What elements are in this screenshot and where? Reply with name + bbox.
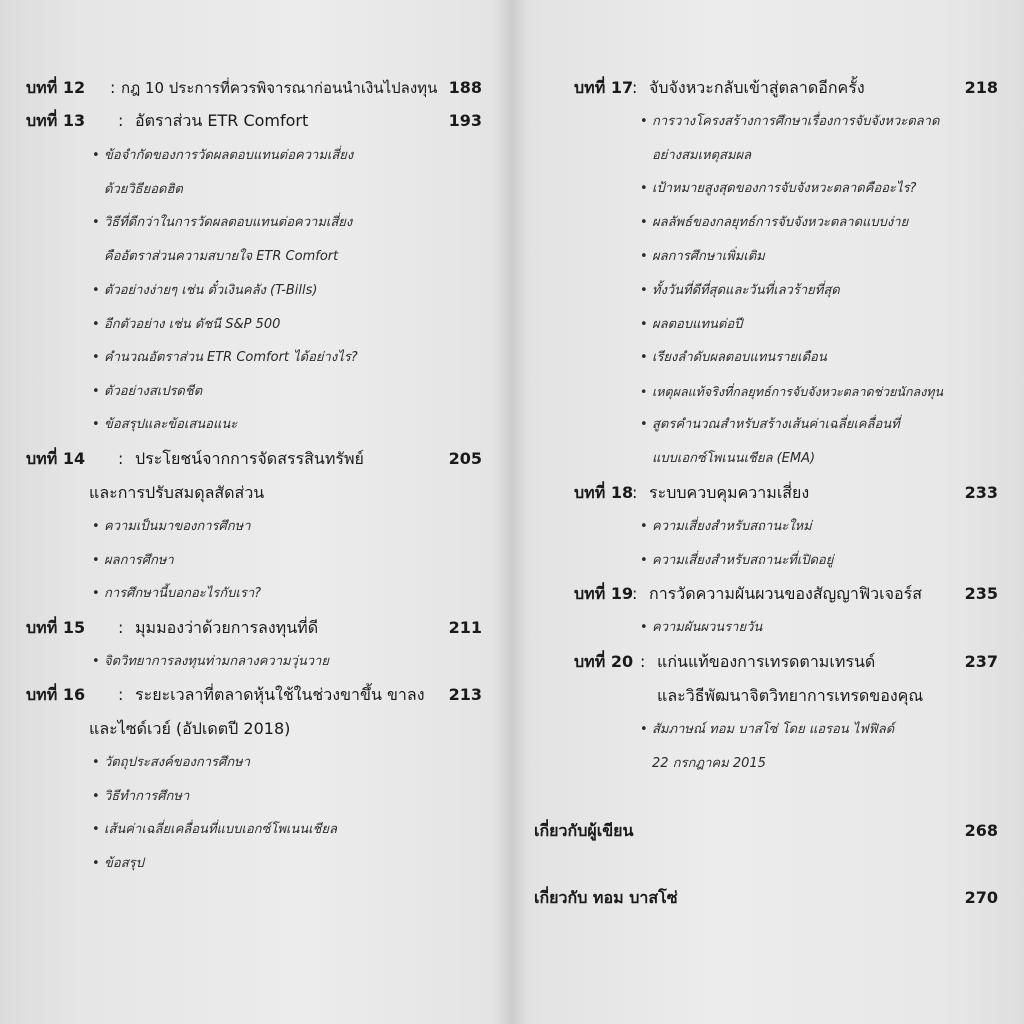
section-item[interactable] — [640, 177, 916, 201]
bullet: • — [640, 519, 648, 534]
toc-entry-about-author[interactable]: เกี่ยวกับผู้เขียน — [534, 821, 634, 840]
section-text: เรียงลำดับผลตอบแทนรายเดือน — [652, 350, 827, 365]
page-number: 270 — [964, 888, 998, 907]
page-number: 193 — [448, 111, 482, 130]
bullet: • — [640, 553, 648, 568]
section-text: เป้าหมายสูงสุดของการจับจังหวะตลาดคืออะไร? — [652, 181, 917, 196]
bullet: • — [640, 722, 648, 737]
colon: : — [632, 78, 638, 97]
section-text: เหตุผลแท้จริงที่กลยุทธ์การจับจังหวะตลาดช่วยนักลงทุน — [652, 384, 944, 399]
bullet: • — [640, 384, 648, 399]
section-item[interactable] — [92, 211, 352, 235]
section-item[interactable] — [92, 650, 329, 674]
section-item[interactable] — [92, 313, 280, 337]
bullet: • — [92, 822, 100, 837]
section-item[interactable] — [640, 380, 943, 404]
chapter-title: มุมมองว่าด้วยการลงทุนที่ดี — [135, 618, 319, 637]
bullet: • — [92, 317, 100, 332]
section-item-continued: อย่างสมเหตุสมผล — [652, 148, 752, 163]
section-text: วิธีที่ดีกว่าในการวัดผลตอบแทนต่อความเสี่ยง — [104, 215, 353, 230]
chapter-title-continued: และวิธีพัฒนาจิตวิทยาการเทรดของคุณ — [657, 686, 924, 705]
bullet: • — [640, 114, 648, 129]
section-text: ตัวอย่างง่ายๆ เช่น ตั๋วเงินคลัง (T-Bills) — [104, 283, 318, 298]
section-text: สัมภาษณ์ ทอม บาสโซ่ โดย แอรอน ไฟฟิลด์ — [652, 722, 895, 737]
section-item[interactable] — [640, 549, 833, 573]
section-item[interactable] — [92, 549, 174, 573]
section-text: ผลตอบแทนต่อปี — [652, 317, 743, 332]
page-number: 268 — [964, 821, 998, 840]
section-item[interactable] — [92, 144, 353, 168]
bullet: • — [92, 856, 100, 871]
page-number: 213 — [448, 685, 482, 704]
colon: : — [632, 483, 638, 502]
section-item-continued: แบบเอกซ์โพเนนเชียล (EMA) — [652, 451, 816, 466]
bullet: • — [92, 789, 100, 804]
section-item[interactable] — [92, 785, 189, 809]
toc-entry-chapter-17[interactable] — [574, 73, 998, 103]
section-text: ข้อสรุปและข้อเสนอแนะ — [104, 417, 238, 432]
right-page — [512, 0, 1024, 1024]
chapter-label: บทที่ 18 — [574, 483, 634, 502]
page-number: 235 — [964, 584, 998, 603]
bullet: • — [92, 755, 100, 770]
toc-entry-about-tom-basso[interactable]: เกี่ยวกับ ทอม บาสโซ่ — [534, 888, 678, 907]
section-item[interactable] — [640, 245, 765, 269]
page-number: 237 — [964, 652, 998, 671]
chapter-title: กฎ 10 ประการที่ควรพิจารณาก่อนนำเงินไปลงทุน — [121, 79, 438, 97]
section-text: ผลการศึกษาเพิ่มเติม — [652, 249, 765, 264]
section-item[interactable] — [92, 279, 318, 303]
section-text: ตัวอย่างสเปรดชีต — [104, 384, 203, 399]
section-text: การวางโครงสร้างการศึกษาเรื่องการจับจังหวะตลาด — [652, 114, 940, 129]
section-text: ข้อจำกัดของการวัดผลตอบแทนต่อความเสี่ยง — [104, 148, 354, 163]
section-item[interactable] — [92, 852, 144, 876]
toc-entry-chapter-15[interactable] — [26, 613, 482, 643]
section-text: ความเสี่ยงสำหรับสถานะที่เปิดอยู่ — [652, 553, 834, 568]
section-item[interactable] — [92, 380, 202, 404]
bullet: • — [640, 417, 648, 432]
toc-entry-chapter-13[interactable] — [26, 106, 482, 136]
chapter-title: จับจังหวะกลับเข้าสู่ตลาดอีกครั้ง — [649, 78, 865, 97]
bullet: • — [92, 586, 100, 601]
chapter-label: บทที่ 15 — [26, 618, 86, 637]
bullet: • — [92, 283, 100, 298]
section-text: ความผันผวนรายวัน — [652, 620, 763, 635]
colon: : — [640, 652, 646, 671]
toc-entry-chapter-19[interactable] — [574, 579, 998, 609]
bullet: • — [92, 215, 100, 230]
chapter-label: บทที่ 19 — [574, 584, 634, 603]
bullet: • — [92, 553, 100, 568]
page-number: 233 — [964, 483, 998, 502]
section-item[interactable] — [640, 110, 939, 134]
section-item[interactable] — [92, 751, 250, 775]
section-item[interactable] — [640, 211, 908, 235]
chapter-title: ระยะเวลาที่ตลาดหุ้นใช้ในช่วงขาขึ้น ขาลง — [135, 685, 425, 704]
section-text: วิธีทำการศึกษา — [104, 789, 190, 804]
colon: : — [632, 584, 638, 603]
page-number: 211 — [448, 618, 482, 637]
chapter-title-continued: และการปรับสมดุลสัดส่วน — [89, 483, 265, 502]
bullet: • — [92, 519, 100, 534]
chapter-label: บทที่ 17 — [574, 78, 634, 97]
colon: : — [118, 618, 124, 637]
chapter-label: บทที่ 20 — [574, 652, 634, 671]
chapter-title: แก่นแท้ของการเทรดตามเทรนด์ — [657, 652, 876, 671]
bullet: • — [92, 350, 100, 365]
bullet: • — [640, 215, 648, 230]
chapter-title: ระบบควบคุมความเสี่ยง — [649, 483, 810, 502]
bullet: • — [92, 417, 100, 432]
section-item[interactable] — [92, 818, 337, 842]
section-item[interactable] — [92, 413, 237, 437]
toc-entry-chapter-16[interactable] — [26, 680, 482, 710]
section-item[interactable] — [640, 413, 900, 437]
section-text: วัตถุประสงค์ของการศึกษา — [104, 755, 250, 770]
chapter-title-continued: และไซด์เวย์ (อัปเดตปี 2018) — [89, 719, 291, 738]
section-item-continued: ด้วยวิธียอดฮิต — [104, 182, 183, 197]
page-number: 205 — [448, 449, 482, 468]
colon: : — [118, 111, 124, 130]
colon: : — [110, 78, 116, 97]
section-item[interactable] — [640, 313, 742, 337]
chapter-label: บทที่ 13 — [26, 111, 86, 130]
section-text: ทั้งวันที่ดีที่สุดและวันที่เลวร้ายที่สุด — [652, 283, 840, 298]
section-item[interactable] — [92, 582, 261, 606]
section-text: คำนวณอัตราส่วน ETR Comfort ได้อย่างไร? — [104, 350, 358, 365]
section-item-continued: คืออัตราส่วนความสบายใจ ETR Comfort — [104, 249, 339, 264]
chapter-label: บทที่ 12 — [26, 78, 86, 97]
chapter-label: บทที่ 14 — [26, 449, 86, 468]
section-text: เส้นค่าเฉลี่ยเคลื่อนที่แบบเอกซ์โพเนนเชียล — [104, 822, 337, 837]
toc-entry-chapter-14[interactable] — [26, 444, 482, 474]
bullet: • — [92, 384, 100, 399]
section-item[interactable] — [92, 515, 251, 539]
bullet: • — [92, 654, 100, 669]
section-text: จิตวิทยาการลงทุนท่ามกลางความวุ่นวาย — [104, 654, 329, 669]
chapter-title: การวัดความผันผวนของสัญญาฟิวเจอร์ส — [649, 584, 922, 603]
section-text: ผลลัพธ์ของกลยุทธ์การจับจังหวะตลาดแบบง่าย — [652, 215, 909, 230]
bullet: • — [640, 249, 648, 264]
toc-entry-chapter-18[interactable] — [574, 478, 998, 508]
section-item[interactable] — [640, 515, 812, 539]
toc-entry-chapter-20[interactable] — [574, 647, 998, 677]
page-number: 218 — [964, 78, 998, 97]
section-item[interactable] — [92, 346, 358, 370]
bullet: • — [640, 350, 648, 365]
bullet: • — [640, 181, 648, 196]
section-item[interactable] — [640, 718, 894, 742]
toc-entry-chapter-12[interactable] — [26, 73, 482, 103]
section-text: ข้อสรุป — [104, 856, 144, 871]
colon: : — [118, 449, 124, 468]
colon: : — [118, 685, 124, 704]
section-item[interactable] — [640, 279, 840, 303]
page-number: 188 — [448, 78, 482, 97]
bullet: • — [92, 148, 100, 163]
bullet: • — [640, 317, 648, 332]
section-text: ความเสี่ยงสำหรับสถานะใหม่ — [652, 519, 812, 534]
section-item[interactable] — [640, 616, 762, 640]
chapter-title: ประโยชน์จากการจัดสรรสินทรัพย์ — [135, 449, 364, 468]
section-text: สูตรคำนวณสำหรับสร้างเส้นค่าเฉลี่ยเคลื่อนที่ — [652, 417, 900, 432]
section-item[interactable] — [640, 346, 827, 370]
section-item-continued: 22 กรกฎาคม 2015 — [652, 756, 766, 771]
section-text: ความเป็นมาของการศึกษา — [104, 519, 251, 534]
section-text: การศึกษานี้บอกอะไรกับเรา? — [104, 586, 262, 601]
chapter-label: บทที่ 16 — [26, 685, 86, 704]
chapter-title: อัตราส่วน ETR Comfort — [135, 111, 309, 130]
bullet: • — [640, 620, 648, 635]
section-text: อีกตัวอย่าง เช่น ดัชนี S&P 500 — [104, 317, 281, 332]
section-text: ผลการศึกษา — [104, 553, 174, 568]
bullet: • — [640, 283, 648, 298]
